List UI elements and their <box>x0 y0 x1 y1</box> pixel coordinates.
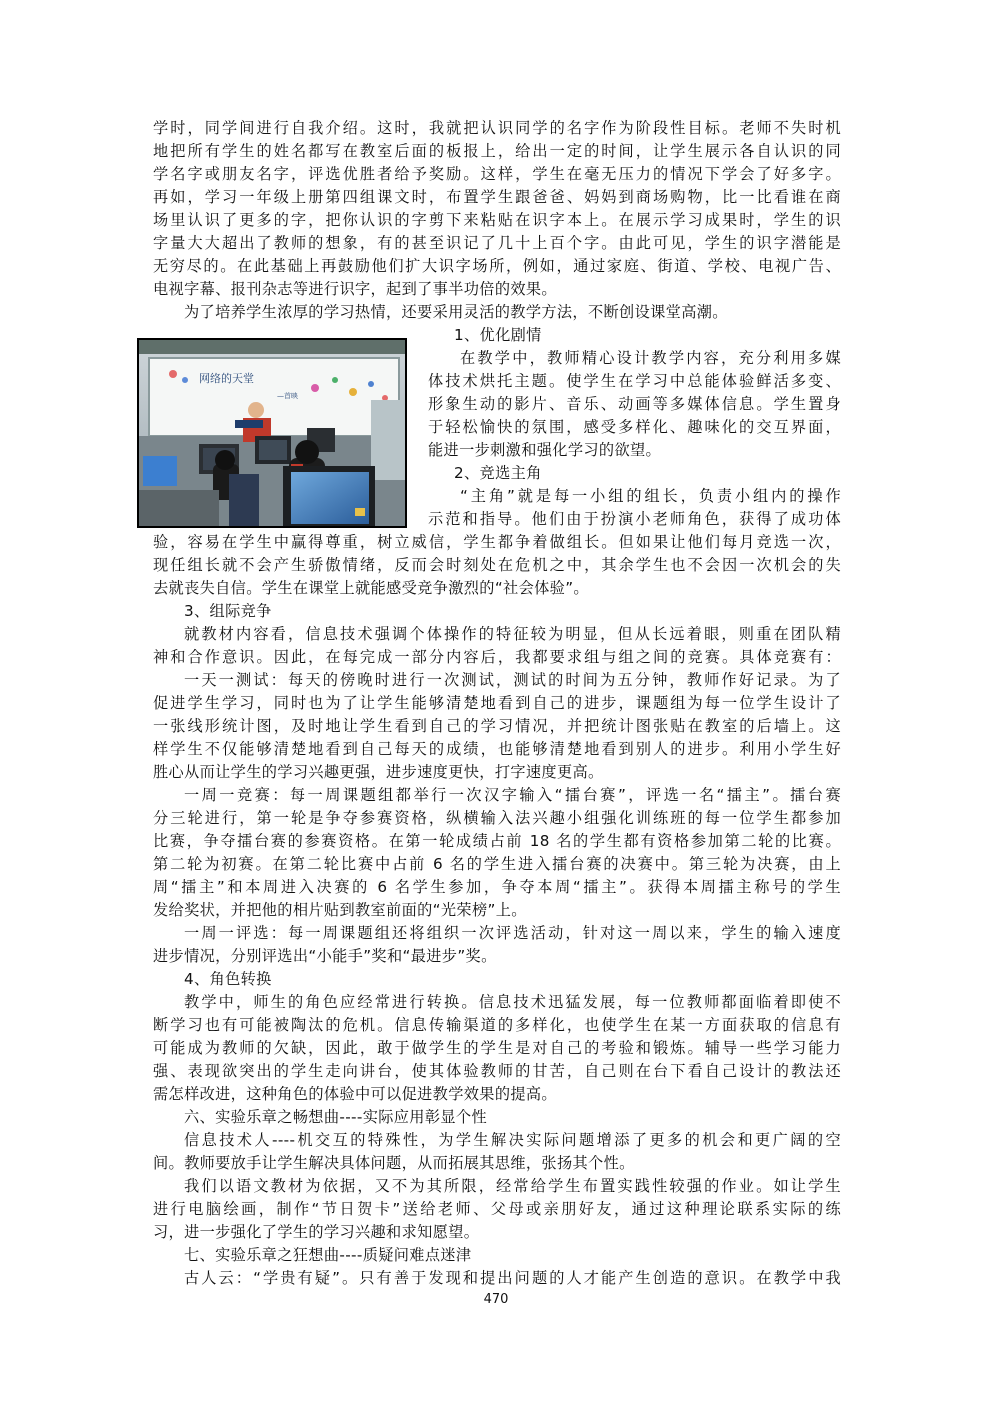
body-line: 间。教师要放手让学生解决具体问题，从而拓展其思维，张扬其个性。 <box>153 1154 635 1172</box>
body-line: 进步情况，分别评选出“小能手”奖和“最进步”奖。 <box>153 947 497 965</box>
body-line: 进行电脑绘画，制作“节日贺卡”送给老师、父母或亲朋好友，通过这种理论联系实际的练 <box>153 1200 841 1218</box>
body-line: 学时，同学间进行自我介绍。这时，我就把认识同学的名字作为阶段性目标。老师不失时机 <box>153 119 841 137</box>
section-heading: 六、实验乐章之畅想曲----实际应用彰显个性 <box>184 1108 487 1126</box>
body-line: 现任组长就不会产生骄傲情绪，反而会时刻处在危机之中，其余学生也不会因一次机会的失 <box>153 556 841 574</box>
section-heading: 4、角色转换 <box>184 970 272 988</box>
body-line: 形象生动的影片、音乐、动画等多媒体信息。学生置身 <box>428 395 841 413</box>
body-line: 场里认识了更多的字，把你认识的字剪下来粘贴在识字本上。在展示学习成果时，学生的识 <box>153 211 841 229</box>
body-line: 需怎样改进，这种角色的体验中可以促进教学效果的提高。 <box>153 1085 557 1103</box>
intro-line: 为了培养学生浓厚的学习热情，还要采用灵活的教学方法，不断创设课堂高潮。 <box>184 303 728 321</box>
body-line: 胜心从而让学生的学习兴趣更强，进步速度更快，打字速度更高。 <box>153 763 604 781</box>
body-line: 强、表现欲突出的学生走向讲台，使其体验教师的甘苦，自己则在台下看自己设计的教法还 <box>153 1062 841 1080</box>
body-line: 示范和指导。他们由于扮演小老师角色，获得了成功体 <box>428 510 841 528</box>
body-line: 信息技术人----机交互的特殊性，为学生解决实际问题增添了更多的机会和更广阔的空 <box>184 1131 841 1149</box>
body-line: 一周一竞赛：每一周课题组都举行一次汉字输入“擂台赛”，评选一名“擂主”。擂台赛 <box>184 786 841 804</box>
body-line: 无穷尽的。在此基础上再鼓励他们扩大识字场所，例如，通过家庭、街道、学校、电视广告、 <box>153 257 841 275</box>
body-line: 周“擂主”和本周进入决赛的 6 名学生参加，争夺本周“擂主”。获得本周擂主称号的学生 <box>153 878 841 896</box>
body-line: 就教材内容看，信息技术强调个体操作的特征较为明显，但从长远着眼，则重在团队精 <box>184 625 841 643</box>
board-title: 网络的天堂 <box>199 372 254 385</box>
body-line: 一张线形统计图，及时地让学生看到自己的学习情况，并把统计图张贴在教室的后墙上。这 <box>153 717 841 735</box>
body-line: 习，进一步强化了学生的学习兴趣和求知愿望。 <box>153 1223 480 1241</box>
page-number: 470 <box>483 1292 509 1307</box>
body-line: “主角”就是每一小组的组长，负责小组内的操作 <box>460 487 841 505</box>
body-line: 发给奖状，并把他的相片贴到教室前面的“光荣榜”上。 <box>153 901 527 919</box>
body-line: 断学习也有可能被陶汰的危机。信息传输渠道的多样化，也使学生在某一方面获取的信息有 <box>153 1016 841 1034</box>
body-line: 再如，学习一年级上册第四组课文时，布置学生跟爸爸、妈妈到商场购物，比一比看谁在商 <box>153 188 841 206</box>
section-heading: 1、优化剧情 <box>454 326 542 344</box>
body-line: 学名字或朋友名字，评选优胜者给予奖励。这样，学生在毫无压力的情况下学会了好多字。 <box>153 165 841 183</box>
body-line: 古人云：“学贵有疑”。只有善于发现和提出问题的人才能产生创造的意识。在教学中我 <box>184 1269 841 1287</box>
body-line: 我们以语文教材为依据，又不为其所限，经常给学生布置实践性较强的作业。如让学生 <box>184 1177 841 1195</box>
body-line: 第二轮为初赛。在第二轮比赛中占前 6 名的学生进入擂台赛的决赛中。第三轮为决赛，由上 <box>153 855 841 873</box>
section-heading: 七、实验乐章之狂想曲----质疑问难点迷津 <box>184 1246 472 1264</box>
section-heading: 2、竞选主角 <box>454 464 542 482</box>
body-line: 在教学中，教师精心设计教学内容，充分利用多媒 <box>460 349 841 367</box>
body-line: 地把所有学生的姓名都写在教室后面的板报上，给出一定的时间，让学生展示各自认识的同 <box>153 142 841 160</box>
body-line: 样学生不仅能够清楚地看到自己每天的成绩，也能够清楚地看到别人的进步。利用小学生好 <box>153 740 841 758</box>
body-line: 去就丧失自信。学生在课堂上就能感受竞争激烈的“社会体验”。 <box>153 579 589 597</box>
body-line: 一周一评选：每一周课题组还将组织一次评选活动，针对这一周以来，学生的输入速度 <box>184 924 841 942</box>
body-line: 分三轮进行，第一轮是争夺参赛资格，纵横输入法兴趣小组强化训练班的每一位学生都参加 <box>153 809 841 827</box>
classroom-photo-graphic <box>139 340 405 526</box>
section-heading: 3、组际竞争 <box>184 602 272 620</box>
body-line: 能进一步刺激和强化学习的欲望。 <box>428 441 662 459</box>
body-line: 教学中，师生的角色应经常进行转换。信息技术迅猛发展，每一位教师都面临着即使不 <box>184 993 841 1011</box>
classroom-photo <box>137 338 407 528</box>
body-line: 比赛，争夺擂台赛的参赛资格。在第一轮成绩占前 18 名的学生都有资格参加第二轮的比赛。 <box>153 832 841 850</box>
board-subtitle: —首映 <box>277 392 298 400</box>
body-line: 体技术烘托主题。使学生在学习中总能体验鲜活多变、 <box>428 372 841 390</box>
body-line: 于轻松愉快的氛围，感受多样化、趣味化的交互界面， <box>428 418 841 436</box>
body-line: 电视字幕、报刊杂志等进行识字，起到了事半功倍的效果。 <box>153 280 557 298</box>
body-line: 验，容易在学生中赢得尊重，树立威信，学生都争着做组长。但如果让他们每月竞选一次， <box>153 533 841 551</box>
body-line: 可能成为教师的欠缺，因此，敢于做学生的学生是对自己的考验和锻炼。辅导一些学习能力 <box>153 1039 841 1057</box>
body-line: 促进学生学习，同时也为了让学生能够清楚地看到自己的进步，课题组为每一位学生设计了 <box>153 694 841 712</box>
body-line: 神和合作意识。因此，在每完成一部分内容后，我都要求组与组之间的竞赛。具体竞赛有： <box>153 648 841 666</box>
body-line: 字量大大超出了教师的想象，有的甚至识记了几十上百个字。由此可见，学生的识字潜能是 <box>153 234 841 252</box>
body-line: 一天一测试：每天的傍晚时进行一次测试，测试的时间为五分钟，教师作好记录。为了 <box>184 671 841 689</box>
